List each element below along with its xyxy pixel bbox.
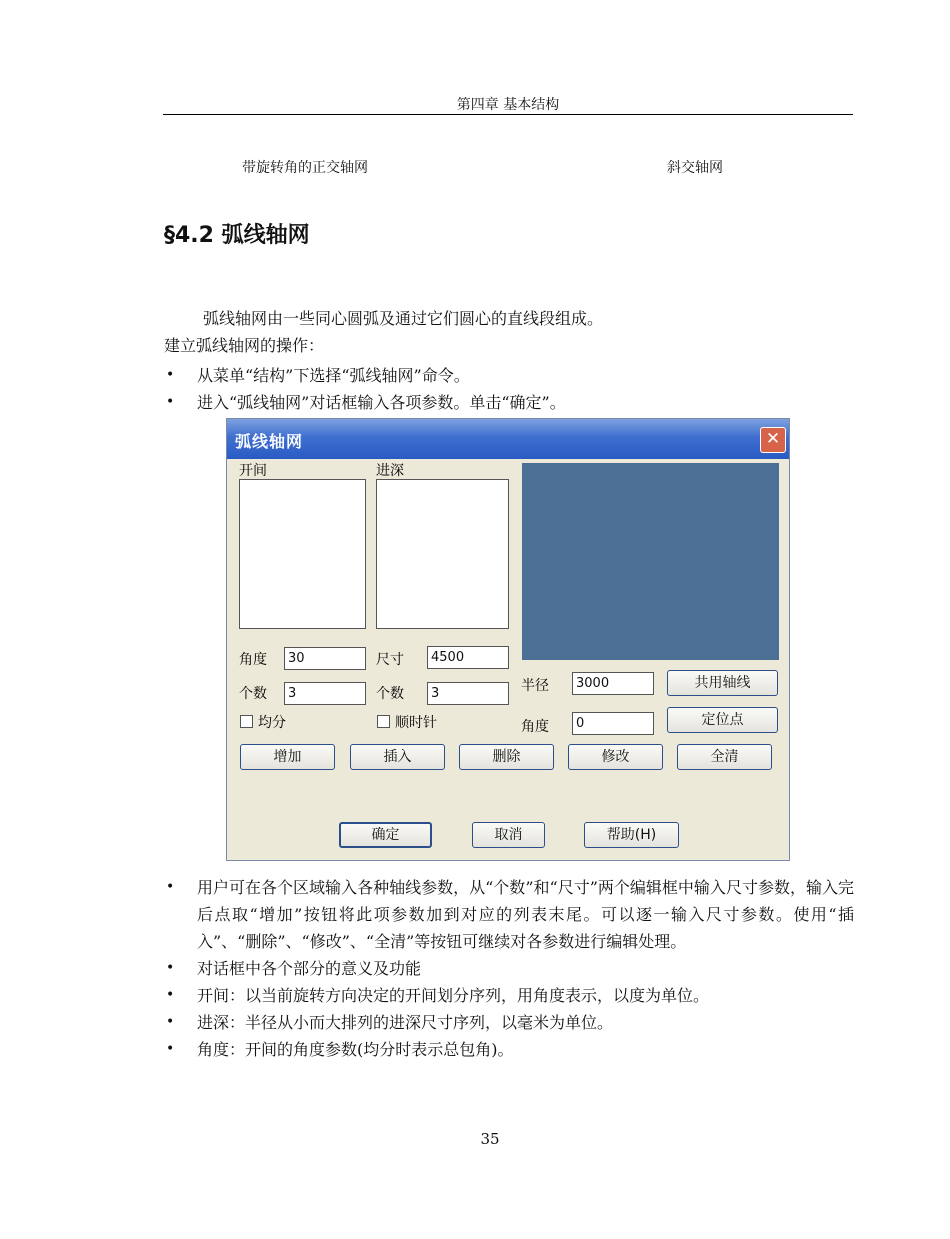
section-heading: §4.2 弧线轴网 <box>164 223 310 248</box>
bay-list[interactable] <box>239 479 366 629</box>
shared-axis-button[interactable]: 共用轴线 <box>667 670 778 696</box>
modify-button[interactable]: 修改 <box>568 744 663 770</box>
size-label: 尺寸 <box>376 652 404 668</box>
intro-paragraph: 弧线轴网由一些同心圆弧及通过它们圆心的直线段组成。 <box>203 309 604 328</box>
depth-count-label: 个数 <box>376 686 404 702</box>
rotation-angle-input[interactable]: 0 <box>572 712 654 735</box>
ok-button[interactable]: 确定 <box>339 822 432 848</box>
steps-intro: 建立弧线轴网的操作： <box>164 336 325 355</box>
figure-caption-right: 斜交轴网 <box>667 160 723 176</box>
equal-checkbox[interactable] <box>240 715 253 728</box>
list-item: • 进入“弧线轴网”对话框输入各项参数。单击“确定”。 <box>164 389 854 416</box>
close-icon[interactable]: ✕ <box>760 427 786 453</box>
figure-caption-left: 带旋转角的正交轴网 <box>242 160 368 176</box>
clockwise-label: 顺时针 <box>395 715 437 731</box>
angle-label: 角度 <box>239 652 267 668</box>
list-item: • 开间：以当前旋转方向决定的开间划分序列，用角度表示，以度为单位。 <box>164 982 854 1009</box>
locate-point-button[interactable]: 定位点 <box>667 707 778 733</box>
help-button[interactable]: 帮助(H) <box>584 822 679 848</box>
arc-grid-dialog <box>226 418 790 861</box>
notes-list <box>164 874 854 1063</box>
clockwise-checkbox[interactable] <box>377 715 390 728</box>
page-number: 35 <box>480 1130 500 1148</box>
size-input[interactable]: 4500 <box>427 646 509 669</box>
running-head: 第四章 基本结构 <box>456 97 560 113</box>
list-item: • 从菜单“结构”下选择“弧线轴网”命令。 <box>164 362 854 389</box>
delete-button[interactable]: 删除 <box>459 744 554 770</box>
depth-list[interactable] <box>376 479 509 629</box>
radius-input[interactable]: 3000 <box>572 672 654 695</box>
steps-list <box>164 362 854 416</box>
add-button[interactable]: 增加 <box>240 744 335 770</box>
rotation-angle-label: 角度 <box>521 719 549 735</box>
list-item: • 用户可在各个区域输入各种轴线参数，从“个数”和“尺寸”两个编辑框中输入尺寸参数，输入完后点取“增加”按钮将此项参数加到对应的列表末尾。可以逐一输入尺寸参数。使用“插入”、“删除”、“修改”、“全清”等按钮可继续对各参数进行编辑处理。 <box>164 874 854 955</box>
depth-label: 进深 <box>376 463 404 479</box>
header-rule <box>163 114 853 115</box>
list-item: • 对话框中各个部分的意义及功能 <box>164 955 854 982</box>
list-item: • 角度：开间的角度参数(均分时表示总包角)。 <box>164 1036 854 1063</box>
insert-button[interactable]: 插入 <box>350 744 445 770</box>
dialog-titlebar <box>227 419 789 459</box>
angle-input[interactable]: 30 <box>284 647 366 670</box>
clear-all-button[interactable]: 全清 <box>677 744 772 770</box>
equal-label: 均分 <box>258 715 286 731</box>
count-input[interactable]: 3 <box>284 682 366 705</box>
list-item: • 进深：半径从小而大排列的进深尺寸序列，以毫米为单位。 <box>164 1009 854 1036</box>
depth-count-input[interactable]: 3 <box>427 682 509 705</box>
dialog-title: 弧线轴网 <box>235 432 304 451</box>
radius-label: 半径 <box>521 678 549 694</box>
count-label: 个数 <box>239 686 267 702</box>
bay-label: 开间 <box>239 463 267 479</box>
cancel-button[interactable]: 取消 <box>472 822 545 848</box>
grid-preview-canvas <box>522 463 779 660</box>
